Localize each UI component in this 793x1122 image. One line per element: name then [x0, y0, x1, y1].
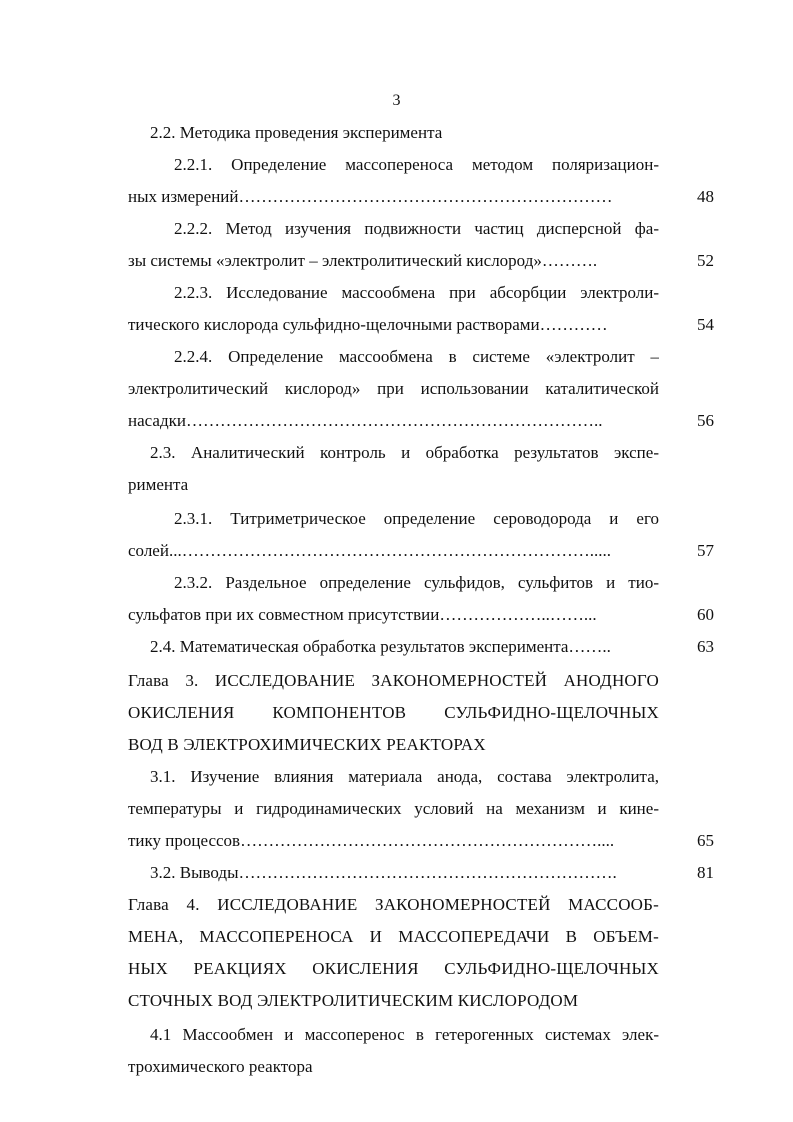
toc-entry-2-2-1-cont: ных измерений………………………………………………………… [128, 187, 613, 206]
toc-page-2-2-4: 56 [697, 411, 714, 430]
toc-page-2-2-2: 52 [697, 251, 714, 270]
toc-entry-2-2-3: 2.2.3. Исследование массообмена при абсорбции электроли- [174, 283, 659, 302]
toc-entry-2-2-2-cont: зы системы «электролит – электролитический кислород»………. [128, 251, 598, 270]
toc-section-2-2: 2.2. Методика проведения эксперимента [150, 123, 443, 142]
toc-entry-2-2-4: 2.2.4. Определение массообмена в системе «электролит – [174, 347, 659, 366]
toc-chapter-4-cont: МЕНА, МАССОПЕРЕНОСА И МАССОПЕРЕДАЧИ В ОБЪЕМ- [128, 927, 659, 946]
toc-chapter-3: Глава 3. ИССЛЕДОВАНИЕ ЗАКОНОМЕРНОСТЕЙ АНОДНОГО [128, 671, 659, 690]
toc-entry-2-2-2: 2.2.2. Метод изучения подвижности частиц дисперсной фа- [174, 219, 659, 238]
toc-entry-2-3-1-cont: солей...………………………………………………………………..... [128, 541, 611, 560]
toc-section-4-1-cont: трохимического реактора [128, 1057, 313, 1076]
toc-section-3-2: 3.2. Выводы…………………………………………………………. [150, 863, 617, 882]
toc-page-3-2: 81 [697, 863, 714, 882]
toc-section-3-1: 3.1. Изучение влияния материала анода, состава электролита, [150, 767, 659, 786]
toc-section-2-3-cont: римента [128, 475, 189, 494]
toc-entry-2-2-4-cont: электролитический кислород» при использовании каталитической [128, 379, 659, 398]
toc-page-2-3-1: 57 [697, 541, 714, 560]
toc-page-2-4: 63 [697, 637, 714, 656]
page-number: 3 [392, 92, 401, 109]
toc-page-2-2-1: 48 [697, 187, 714, 206]
toc-chapter-4: Глава 4. ИССЛЕДОВАНИЕ ЗАКОНОМЕРНОСТЕЙ МАССООБ- [128, 895, 659, 914]
toc-chapter-4-cont2: НЫХ РЕАКЦИЯХ ОКИСЛЕНИЯ СУЛЬФИДНО-ЩЕЛОЧНЫХ [128, 959, 659, 978]
toc-section-3-1-cont: температуры и гидродинамических условий на механизм и кине- [128, 799, 659, 818]
toc-section-4-1: 4.1 Массообмен и массоперенос в гетерогенных системах элек- [150, 1025, 659, 1044]
toc-entry-2-3-2: 2.3.2. Раздельное определение сульфидов, сульфитов и тио- [174, 573, 659, 592]
toc-section-3-1-cont2: тику процессов……………………………………………………….... [128, 831, 615, 850]
toc-chapter-3-cont2: ВОД В ЭЛЕКТРОХИМИЧЕСКИХ РЕАКТОРАХ [128, 735, 486, 754]
toc-page-3-1: 65 [697, 831, 714, 850]
toc-section-2-4: 2.4. Математическая обработка результатов эксперимента…….. [150, 637, 611, 656]
toc-entry-2-2-1: 2.2.1. Определение массопереноса методом поляризацион- [174, 155, 659, 174]
toc-page-2-3-2: 60 [697, 605, 714, 624]
toc-entry-2-3-2-cont: сульфатов при их совместном присутствии………………..……... [128, 605, 597, 624]
toc-chapter-3-cont: ОКИСЛЕНИЯ КОМПОНЕНТОВ СУЛЬФИДНО-ЩЕЛОЧНЫХ [128, 703, 659, 722]
toc-section-2-3: 2.3. Аналитический контроль и обработка результатов экспе- [150, 443, 659, 462]
toc-entry-2-2-3-cont: тического кислорода сульфидно-щелочными растворами………… [128, 315, 608, 334]
toc-entry-2-2-4-cont2: насадки……………………………………………………………….. [128, 411, 603, 430]
toc-entry-2-3-1: 2.3.1. Титриметрическое определение сероводорода и его [174, 509, 659, 528]
toc-chapter-4-cont3: СТОЧНЫХ ВОД ЭЛЕКТРОЛИТИЧЕСКИМ КИСЛОРОДОМ [128, 991, 579, 1010]
toc-page-2-2-3: 54 [697, 315, 714, 334]
